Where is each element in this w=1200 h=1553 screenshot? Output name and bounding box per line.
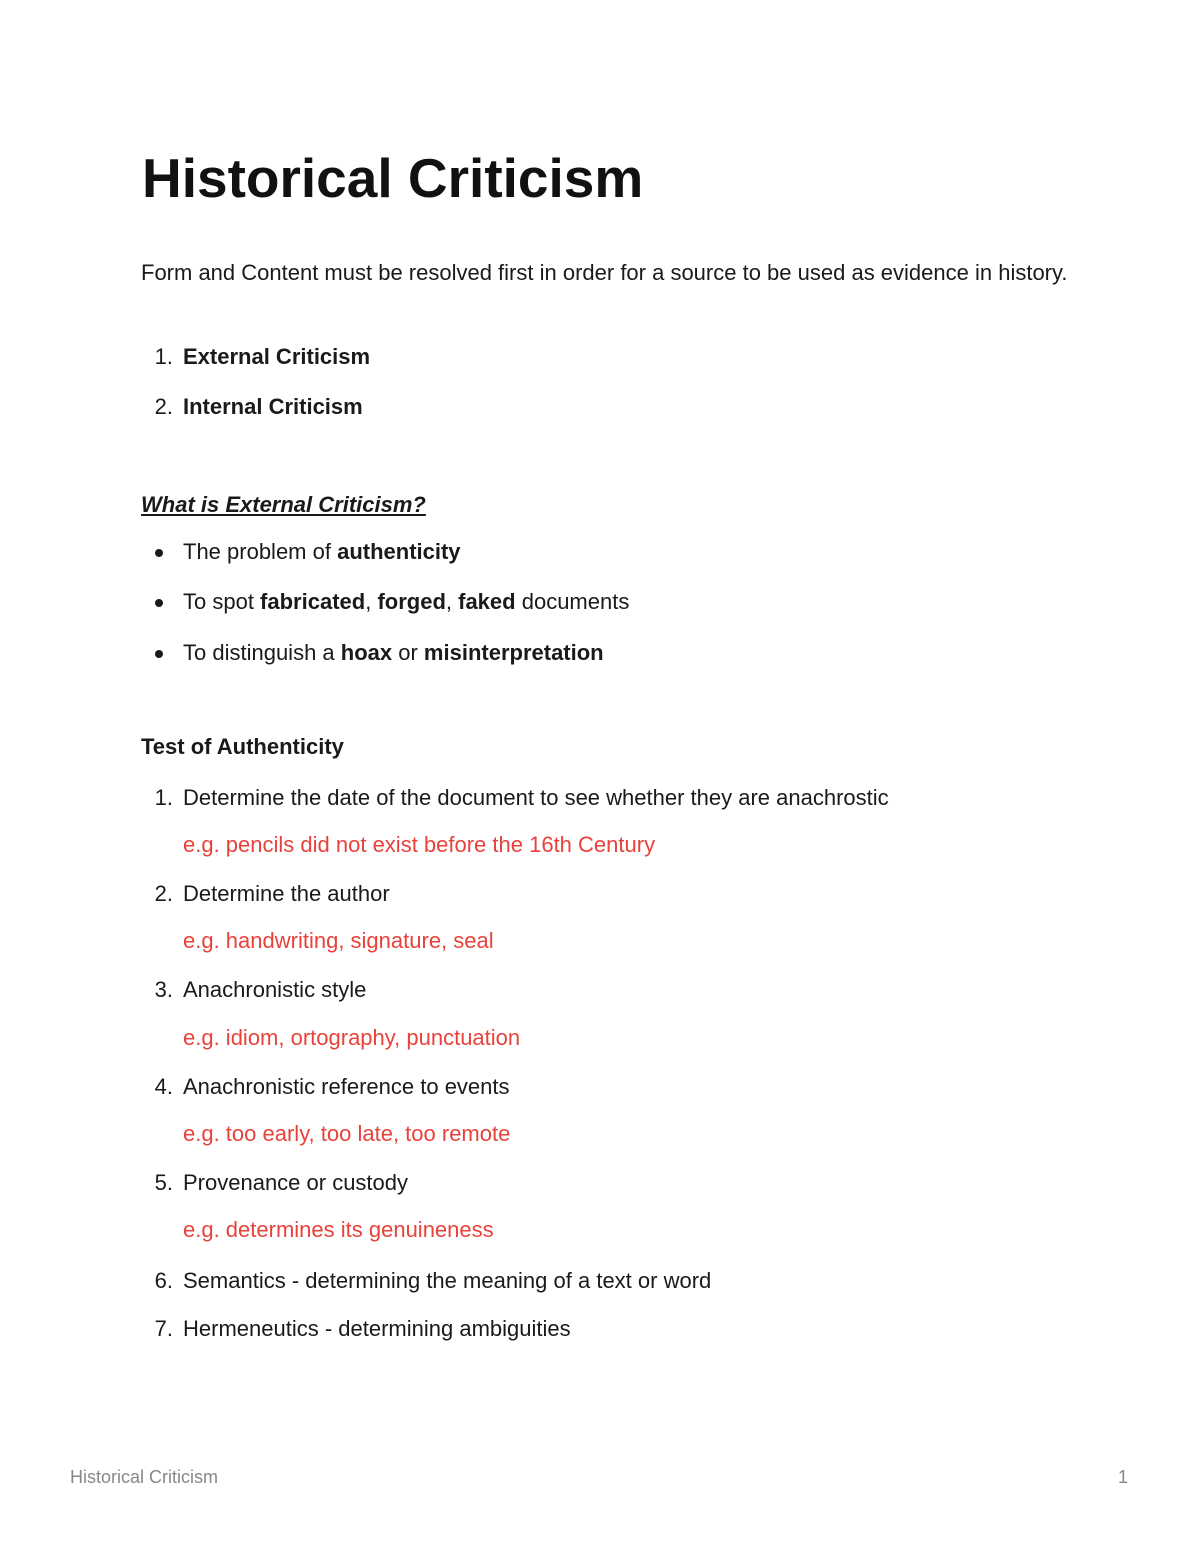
list-number: 7. <box>154 1316 173 1341</box>
test-example: e.g. handwriting, signature, seal <box>183 928 494 953</box>
page-number: 1 <box>1117 1467 1128 1487</box>
test-text: Hermeneutics - determining ambiguities <box>183 1316 571 1341</box>
bullet-dot <box>155 549 163 557</box>
test-text: Determine the author <box>183 881 390 906</box>
criticism-type-label: External Criticism <box>183 344 371 369</box>
test-example: e.g. pencils did not exist before the 16th Century <box>183 832 656 857</box>
page-title: Historical Criticism <box>142 147 644 209</box>
list-number: 2. <box>154 881 173 906</box>
test-of-authenticity-heading: Test of Authenticity <box>141 734 344 759</box>
test-example: e.g. determines its genuineness <box>183 1217 494 1242</box>
intro-paragraph: Form and Content must be resolved first in order for a source to be used as evidence in history. <box>141 260 1068 285</box>
bullet-dot <box>155 599 163 607</box>
bullet-dot <box>155 650 163 658</box>
test-example: e.g. idiom, ortography, punctuation <box>183 1025 521 1050</box>
bullet-text: The problem of authenticity <box>183 539 461 564</box>
external-criticism-heading: What is External Criticism? <box>141 492 426 517</box>
test-text: Anachronistic reference to events <box>183 1074 510 1099</box>
list-number: 6. <box>154 1268 173 1293</box>
test-example: e.g. too early, too late, too remote <box>183 1121 511 1146</box>
list-number: 5. <box>154 1170 173 1195</box>
bullet-text: To spot fabricated, forged, faked documents <box>183 589 630 614</box>
list-number: 2. <box>154 394 173 419</box>
footer-title: Historical Criticism <box>70 1467 218 1487</box>
list-number: 4. <box>154 1074 173 1099</box>
test-text: Anachronistic style <box>183 977 367 1002</box>
bullet-text: To distinguish a hoax or misinterpretation <box>183 640 604 665</box>
list-number: 3. <box>154 977 173 1002</box>
test-text: Determine the date of the document to see whether they are anachrostic <box>183 785 889 810</box>
test-text: Provenance or custody <box>183 1170 409 1195</box>
list-number: 1. <box>154 785 173 810</box>
test-text: Semantics - determining the meaning of a text or word <box>183 1268 712 1293</box>
criticism-type-label: Internal Criticism <box>183 394 363 419</box>
list-number: 1. <box>154 344 173 369</box>
